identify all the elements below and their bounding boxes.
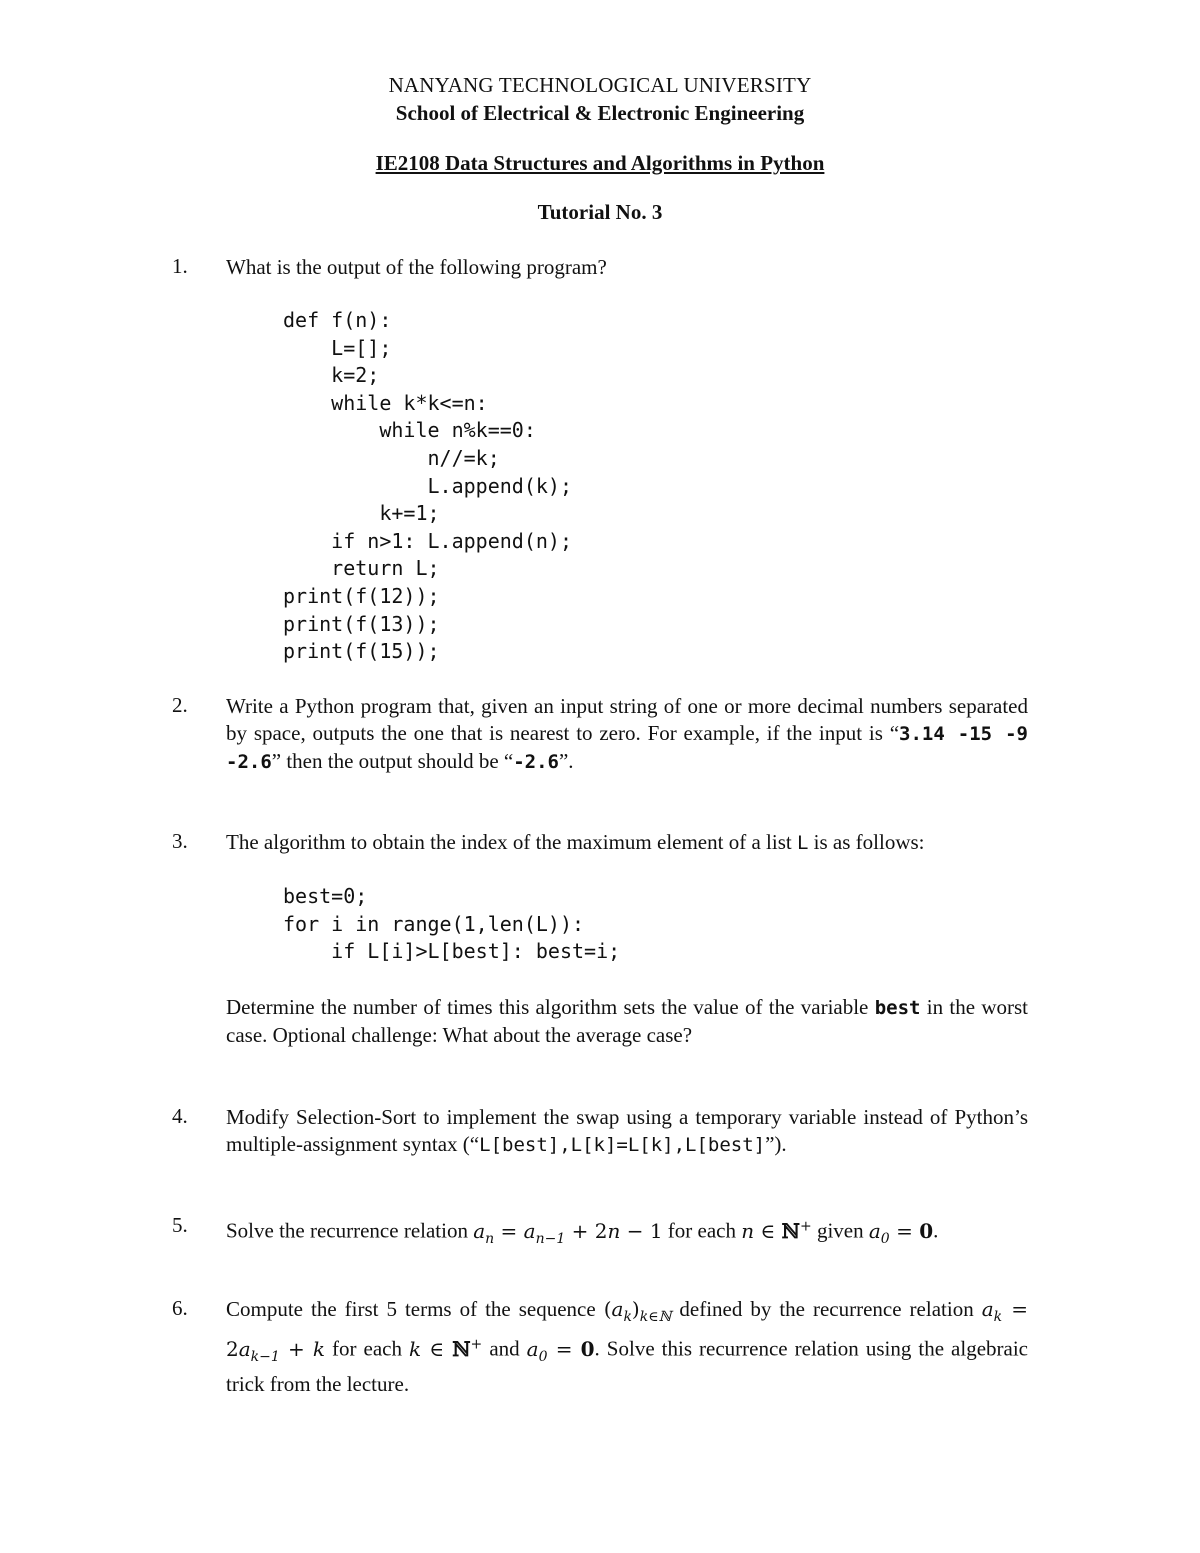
question-4-number: 4. (172, 1104, 188, 1128)
variable-name: best (874, 997, 921, 1019)
question-5-number: 5. (172, 1213, 188, 1237)
question-1-code: def f(n): L=[]; k=2; while k*k<=n: while n%k==0: n//=k; L.append(k); k+=1; if n>1: L.append(n); return L; print(f(12)); print(f(13)); print(f(15)); (283, 308, 572, 664)
recurrence-equation-6: $a_k = 2a_{k-1} + k$ (226, 1297, 1028, 1365)
question-6-text: Compute the first 5 terms of the sequence $(a_k)_{k\in ℕ}$ defined by the recurrence relation $a_k = 2a_{k-1} + k$ for each k ∈ ℕ+ and $a_0 = 0$. Solve this recurrence relation using the algebraic trick from the lecture. (226, 1297, 1029, 1396)
domain-condition: n ∈ ℕ+ (741, 1218, 812, 1243)
initial-condition-6: $a_0 = 0$ (526, 1336, 595, 1365)
list-name: L (796, 832, 809, 854)
question-3-number: 3. (172, 829, 188, 853)
question-4-text: Modify Selection-Sort to implement the swap using a temporary variable instead of Python’s multiple-assignment syntax (“L[best],L[k]=L[k],L[best]”). (226, 1105, 1028, 1156)
question-6-number: 6. (172, 1296, 188, 1320)
school-name: School of Electrical & Electronic Engineering (395, 101, 805, 125)
question-3-code: best=0; for i in range(1,len(L)): if L[i]>L[best]: best=i; (283, 884, 621, 964)
initial-condition: $a_0 = 0$ (868, 1218, 934, 1247)
domain-condition-6: k ∈ ℕ+ (409, 1336, 483, 1361)
question-1-number: 1. (172, 254, 188, 278)
question-3-task: Determine the number of times this algorithm sets the value of the variable best in the worst case. Optional challenge: What about the average case? (226, 995, 1028, 1047)
swap-syntax: L[best],L[k]=L[k],L[best] (479, 1134, 766, 1156)
example-input: 3.14 -15 -9 -2.6 (226, 723, 1028, 773)
question-5-text: Solve the recurrence relation $a_n = a_{n-1} + 2n - 1$ for each n ∈ ℕ+ given $a_0 = 0$. (226, 1218, 939, 1247)
recurrence-equation: $a_n = a_{n-1} + 2n - 1$ (473, 1218, 663, 1247)
sequence-notation: $(a_k)_{k\in ℕ}$ (603, 1297, 672, 1325)
course-title: IE2108 Data Structures and Algorithms in Python (375, 151, 825, 175)
tutorial-number: Tutorial No. 3 (537, 200, 663, 224)
question-2-text: Write a Python program that, given an input string of one or more decimal numbers separated by space, outputs the one that is nearest to zero. For example, if the input is “3.14 -15 -9 -2.6” then the output should be “-2.6”. (226, 694, 1028, 773)
question-1-text: What is the output of the following program? (226, 255, 607, 279)
question-2-number: 2. (172, 693, 188, 717)
university-name: NANYANG TECHNOLOGICAL UNIVERSITY (388, 73, 812, 97)
example-output: -2.6 (513, 751, 559, 773)
question-3-text: The algorithm to obtain the index of the maximum element of a list L is as follows: (226, 830, 925, 854)
